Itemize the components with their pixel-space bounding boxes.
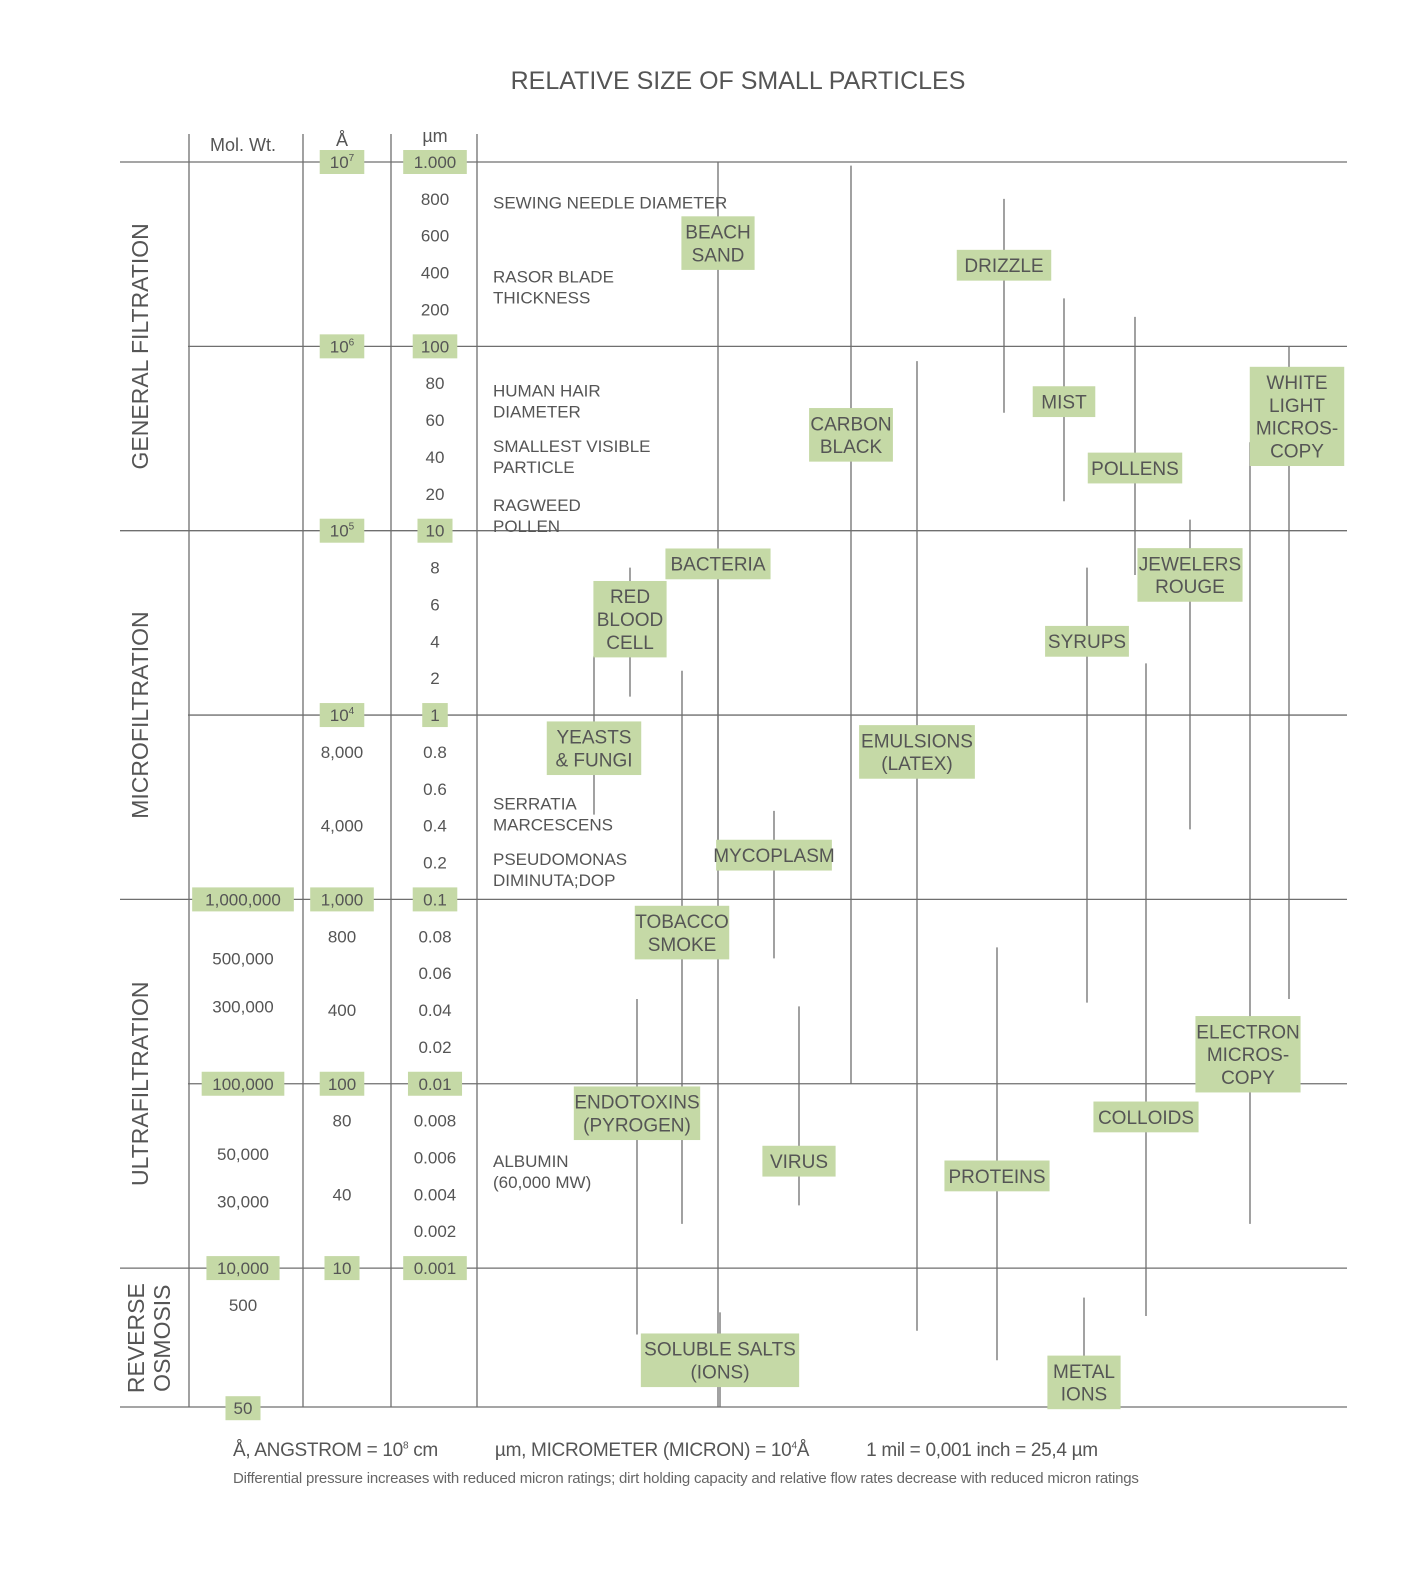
particle-label-text: COLLOIDS xyxy=(1097,1107,1195,1129)
molwt-tick xyxy=(202,1072,285,1096)
particle-label-text: MYCOPLASM xyxy=(713,845,835,867)
micron-tick-label: 0.04 xyxy=(418,1001,452,1021)
micron-tick-label: 0.8 xyxy=(423,742,447,762)
micron-tick-label: 1.000 xyxy=(413,153,457,172)
angstrom-tick xyxy=(320,150,365,174)
micron-tick xyxy=(414,1222,457,1241)
micron-tick-label: 20 xyxy=(425,484,445,504)
particle-label-text: EMULSIONS xyxy=(861,731,973,753)
particle-labels xyxy=(547,216,1344,1409)
micron-tick xyxy=(421,264,449,283)
micron-tick xyxy=(417,519,452,543)
reference-item: PSEUDOMONAS DIMINUTA;DOP xyxy=(493,849,628,890)
column-header-micron: µm xyxy=(422,126,448,146)
angstrom-tick-label: 40 xyxy=(332,1185,352,1205)
particle-label xyxy=(1137,548,1242,602)
micron-tick xyxy=(426,411,445,430)
angstrom-tick-label: $10^5$ xyxy=(329,521,355,541)
particle-label xyxy=(762,1146,835,1177)
angstrom-tick-label: 80 xyxy=(332,1111,352,1131)
particle-label-text: ELECTRON xyxy=(1196,1022,1300,1044)
angstrom-tick xyxy=(310,887,374,911)
angstrom-tick-label: 1,000 xyxy=(320,890,364,910)
micron-tick-label: 0.02 xyxy=(418,1037,452,1057)
particle-label xyxy=(635,906,729,960)
micron-tick-label: 1 xyxy=(430,706,440,726)
micron-tick xyxy=(414,1148,457,1167)
micron-tick xyxy=(430,669,439,688)
particle-label-text: DRIZZLE xyxy=(964,256,1044,278)
molwt-tick xyxy=(217,1145,269,1164)
particle-label-text: RED xyxy=(609,587,651,609)
reference-item: ALBUMIN (60,000 MW) xyxy=(493,1152,592,1193)
particle-label xyxy=(713,840,834,871)
micron-tick-label: 0.008 xyxy=(413,1111,457,1131)
zone-label: GENERAL FILTRATION xyxy=(127,223,153,470)
angstrom-tick-label: 800 xyxy=(327,927,357,947)
micron-tick xyxy=(414,1185,457,1204)
angstrom-tick-label: 8,000 xyxy=(320,742,364,762)
micron-tick xyxy=(426,448,445,467)
angstrom-tick xyxy=(333,1112,352,1131)
molwt-tick-label: 50,000 xyxy=(217,1144,269,1164)
particle-label-text: SYRUPS xyxy=(1047,632,1127,654)
particle-label xyxy=(641,1333,799,1387)
micron-tick xyxy=(423,817,447,836)
footnote: Differential pressure increases with reduced micron ratings; dirt holding capacity and relative flow rates decrease with reduced micron ratings xyxy=(233,1470,1139,1487)
zone-label: REVERSEOSMOSIS xyxy=(123,1283,175,1394)
reference-item: SERRATIA MARCESCENS xyxy=(493,794,613,835)
particle-label-text: IONS xyxy=(1060,1384,1108,1406)
micron-tick-label: 0.06 xyxy=(418,964,452,984)
micron-tick-label: 200 xyxy=(420,300,450,320)
particle-label-text: SOLUBLE SALTS xyxy=(644,1339,796,1361)
particle-label-text: BACTERIA xyxy=(670,554,766,576)
micron-tick xyxy=(418,927,451,946)
micron-definition: µm, MICROMETER (MICRON) = $10^4Å$ xyxy=(494,1440,810,1461)
particle-label xyxy=(1033,386,1096,417)
micron-tick xyxy=(413,334,458,358)
micron-tick-label: 0.002 xyxy=(413,1222,457,1242)
particle-label xyxy=(665,548,770,579)
molwt-tick xyxy=(229,1296,257,1315)
particle-label-text: ENDOTOXINS xyxy=(574,1092,700,1114)
particle-label-text: YEASTS xyxy=(556,727,632,749)
reference-item: RASOR BLADE THICKNESS xyxy=(493,267,614,308)
particle-label xyxy=(547,721,641,775)
reference-item: RAGWEED POLLEN xyxy=(493,495,581,536)
particle-label-text: CELL xyxy=(606,632,654,654)
angstrom-tick xyxy=(321,743,364,762)
particle-label-text: CARBON xyxy=(810,414,892,436)
micron-tick xyxy=(403,1256,467,1280)
micron-tick-label: 0.6 xyxy=(423,779,447,799)
particle-label xyxy=(809,408,893,462)
angstrom-tick xyxy=(320,334,365,358)
particle-label xyxy=(859,725,975,779)
angstrom-tick-label: $10^7$ xyxy=(329,153,355,172)
reference-item: SMALLEST VISIBLE PARTICLE xyxy=(493,436,651,477)
column-header-mol-wt: Mol. Wt. xyxy=(210,135,276,155)
angstrom-tick xyxy=(328,927,356,946)
micron-tick xyxy=(426,374,445,393)
molwt-tick-label: 500 xyxy=(228,1295,258,1315)
micron-tick-label: 0.001 xyxy=(413,1259,457,1279)
angstrom-definition: Å, ANGSTROM = $10^8$ cm xyxy=(233,1440,438,1461)
particle-label-text: METAL xyxy=(1053,1361,1115,1383)
column-header-angstrom: Å xyxy=(335,130,349,150)
particle-label-text: (LATEX) xyxy=(881,754,953,776)
filtration-zones xyxy=(123,223,175,1393)
molwt-tick xyxy=(192,887,294,911)
molwt-tick xyxy=(225,1396,260,1420)
micron-tick-label: 40 xyxy=(425,447,445,467)
particle-label-text: PROTEINS xyxy=(948,1166,1046,1188)
micron-tick xyxy=(430,559,439,578)
micron-tick-label: 0.004 xyxy=(413,1185,457,1205)
micron-tick xyxy=(426,485,445,504)
micron-tick-label: 0.01 xyxy=(418,1074,452,1094)
particle-label xyxy=(944,1161,1049,1192)
micron-tick-label: 400 xyxy=(420,263,450,283)
micron-tick-label: 0.4 xyxy=(423,816,447,836)
micron-tick-label: 100 xyxy=(420,337,450,357)
particle-label-text: LIGHT xyxy=(1269,395,1325,417)
micron-tick xyxy=(414,1112,457,1131)
particle-label-text: & FUNGI xyxy=(555,750,633,772)
micron-tick xyxy=(413,887,458,911)
micron-tick-label: 60 xyxy=(425,411,445,431)
angstrom-tick xyxy=(320,519,365,543)
particle-label-text: BLOOD xyxy=(596,610,664,632)
reference-items xyxy=(493,194,727,1193)
micron-tick-label: 0.08 xyxy=(418,927,452,947)
micron-tick xyxy=(422,703,448,727)
micron-tick xyxy=(418,1038,451,1057)
micron-tick xyxy=(430,595,439,614)
micron-tick-label: 10 xyxy=(425,521,445,541)
micron-tick-label: 0.006 xyxy=(413,1148,457,1168)
micron-tick-label: 8 xyxy=(430,558,440,578)
particle-label-text: SAND xyxy=(691,245,745,267)
scale-columns xyxy=(192,150,467,1420)
particle-label xyxy=(593,581,666,657)
reference-item: HUMAN HAIR DIAMETER xyxy=(493,381,601,422)
angstrom-tick-label: $10^6$ xyxy=(329,337,355,357)
particle-label-text: SMOKE xyxy=(647,934,717,956)
particle-label-text: BEACH xyxy=(685,222,751,244)
zone-label: MICROFILTRATION xyxy=(127,611,153,819)
micron-tick-label: 600 xyxy=(420,226,450,246)
particle-label-text: JEWELERS xyxy=(1138,554,1242,576)
micron-tick-label: 2 xyxy=(430,669,440,689)
particle-label xyxy=(1047,1356,1120,1410)
micron-tick-label: 0.1 xyxy=(423,890,447,910)
particle-label xyxy=(1195,1016,1300,1092)
chart-title: RELATIVE SIZE OF SMALL PARTICLES xyxy=(510,67,966,95)
particle-label xyxy=(574,1086,700,1140)
particle-label-text: TOBACCO xyxy=(635,912,729,934)
zone-label: ULTRAFILTRATION xyxy=(127,981,153,1186)
molwt-tick-label: 1,000,000 xyxy=(205,890,281,910)
micron-tick-label: 4 xyxy=(430,632,440,652)
micron-tick-label: 80 xyxy=(425,374,445,394)
micron-tick-label: 6 xyxy=(430,595,440,615)
micron-tick xyxy=(421,227,449,246)
angstrom-tick xyxy=(320,703,365,727)
particle-label-text: MIST xyxy=(1041,392,1087,414)
micron-tick xyxy=(403,150,467,174)
micron-tick-label: 800 xyxy=(420,189,450,209)
angstrom-tick-label: 400 xyxy=(327,1001,357,1021)
particle-label-text: WHITE xyxy=(1266,373,1328,395)
grid-lines xyxy=(120,134,1347,1407)
micron-tick xyxy=(421,300,449,319)
unit-definitions xyxy=(233,1440,1098,1462)
particle-label xyxy=(681,216,754,270)
particle-label-text: MICROS- xyxy=(1206,1045,1290,1067)
micron-tick xyxy=(423,780,447,799)
micron-tick xyxy=(423,854,447,873)
micron-tick-label: 0.2 xyxy=(423,853,447,873)
particle-label xyxy=(1250,367,1344,466)
molwt-tick-label: 100,000 xyxy=(212,1074,274,1094)
particle-label xyxy=(1045,626,1129,657)
angstrom-tick-label: $10^4$ xyxy=(329,706,355,726)
molwt-tick-label: 30,000 xyxy=(217,1192,269,1212)
angstrom-tick-label: 4,000 xyxy=(320,816,364,836)
micron-tick xyxy=(418,964,451,983)
reference-item: SEWING NEEDLE DIAMETER xyxy=(493,193,728,213)
angstrom-tick xyxy=(321,817,364,836)
micron-tick xyxy=(421,190,449,209)
particle-label-text: MICROS- xyxy=(1255,418,1339,440)
molwt-tick-label: 300,000 xyxy=(212,997,274,1017)
particle-label xyxy=(1093,1102,1198,1133)
molwt-tick xyxy=(217,1193,269,1212)
particle-range-lines xyxy=(594,162,1289,1407)
molwt-tick-label: 500,000 xyxy=(212,949,274,969)
particle-label-text: POLLENS xyxy=(1091,458,1179,480)
mil-definition: 1 mil = 0,001 inch = 25,4 µm xyxy=(866,1440,1098,1461)
molwt-tick xyxy=(212,997,273,1016)
angstrom-tick xyxy=(324,1256,359,1280)
angstrom-tick-label: 10 xyxy=(332,1259,352,1279)
particle-label-text: (PYROGEN) xyxy=(583,1115,691,1137)
particle-label-text: BLACK xyxy=(819,437,883,459)
particle-label-text: VIRUS xyxy=(769,1152,829,1174)
particle-label xyxy=(1088,453,1182,484)
micron-tick xyxy=(423,743,447,762)
micron-tick xyxy=(408,1072,462,1096)
angstrom-tick xyxy=(333,1185,352,1204)
molwt-tick-label: 10,000 xyxy=(217,1259,269,1279)
particle-label-text: (IONS) xyxy=(690,1362,750,1384)
molwt-tick xyxy=(206,1256,279,1280)
angstrom-tick xyxy=(328,1001,356,1020)
angstrom-tick-label: 100 xyxy=(327,1074,357,1094)
particle-label-text: COPY xyxy=(1221,1067,1275,1089)
molwt-tick xyxy=(212,949,273,968)
molwt-tick-label: 50 xyxy=(233,1399,253,1419)
particle-label-text: ROUGE xyxy=(1155,577,1225,599)
micron-tick xyxy=(430,632,439,651)
particle-label xyxy=(957,250,1051,281)
particle-label-text: COPY xyxy=(1270,441,1324,463)
angstrom-tick xyxy=(320,1072,365,1096)
micron-tick xyxy=(418,1001,451,1020)
